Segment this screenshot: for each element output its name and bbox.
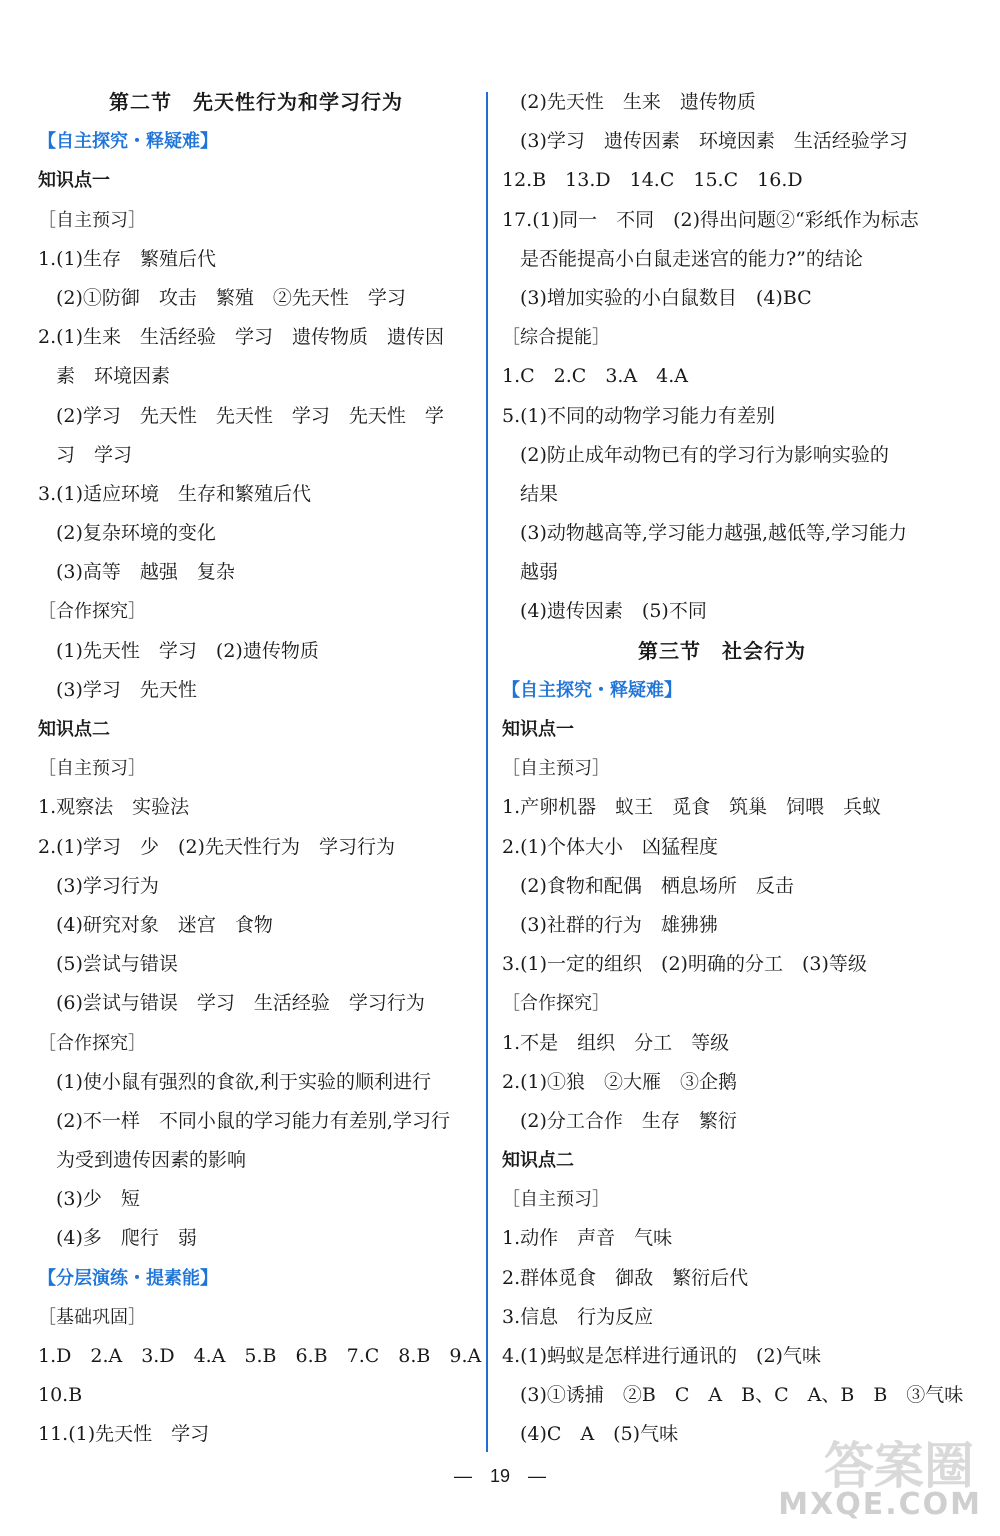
right-line: (2)先天性 生来 遗传物质 [520,91,756,113]
right-line: (3)增加实验的小白鼠数目 (4)BC [520,286,812,309]
right-line: 知识点一 [502,719,574,740]
left-line: 【分层演练・提素能】 [38,1267,218,1289]
right-line: ［综合提能］ [502,327,610,349]
right-line: (3)①诱捕 ②B C A B、C A、B B ③气味 [520,1384,964,1407]
page-number: — 19 — [453,1466,547,1486]
right-line: (4)C A (5)气味 [520,1423,679,1446]
left-line: 3.(1)适应环境 生存和繁殖后代 [38,482,312,505]
right-line: 17.(1)同一 不同 (2)得出问题②“彩纸作为标志 [502,208,919,231]
left-line: 素 环境因素 [56,365,171,388]
right-line: 越弱 [520,561,559,584]
left-line: ［合作探究］ [38,601,146,623]
right-line: (4)遗传因素 (5)不同 [520,600,707,623]
watermark [778,1426,982,1522]
left-line: (2)不一样 不同小鼠的学习能力有差别,学习行 [56,1109,450,1132]
right-line: 2.(1)个体大小 凶猛程度 [502,835,719,858]
right-column [502,83,964,1455]
left-line: 11.(1)先天性 学习 [38,1423,210,1446]
left-line: (4)多 爬行 弱 [56,1227,197,1250]
left-line: (3)高等 越强 复杂 [56,561,235,584]
left-line: ［自主预习］ [38,209,146,231]
left-line: (3)学习 先天性 [56,678,197,701]
right-line: ［自主预习］ [502,758,610,780]
right-line: 知识点二 [502,1150,574,1172]
left-line: 1.D 2.A 3.D 4.A 5.B 6.B 7.C 8.B 9.A [38,1345,482,1367]
watermark-text: MXQE.COM [778,1487,982,1522]
right-line: 4.(1)蚂蚁是怎样进行通讯的 (2)气味 [502,1345,821,1367]
watermark-logo: 答案圈 [824,1437,974,1495]
right-line: 1.C 2.C 3.A 4.A [502,365,689,388]
left-line: (2)学习 先天性 先天性 学习 先天性 学 [56,404,444,427]
right-line: (2)防止成年动物已有的学习行为影响实验的 [520,443,889,466]
left-line: ［合作探究］ [38,1032,146,1054]
left-line: (1)先天性 学习 (2)遗传物质 [56,639,319,662]
right-line: (3)动物越高等,学习能力越强,越低等,学习能力 [520,522,908,545]
left-line: (3)学习行为 [56,874,159,897]
left-line: (2)复杂环境的变化 [56,522,216,545]
right-line: 3.(1)一定的组织 (2)明确的分工 (3)等级 [502,953,867,976]
left-line: (6)尝试与错误 学习 生活经验 学习行为 [56,992,425,1015]
right-line: 3.信息 行为反应 [502,1305,654,1328]
right-line: ［自主预习］ [502,1189,610,1211]
right-line: 1.产卵机器 蚁王 觅食 筑巢 饲喂 兵蚁 [502,796,882,819]
left-line: 第二节 先天性行为和学习行为 [109,90,403,114]
left-line: ［自主预习］ [38,758,146,780]
right-line: (3)社群的行为 雄狒狒 [520,913,718,936]
left-line: 为受到遗传因素的影响 [56,1149,247,1172]
right-line: 1.不是 组织 分工 等级 [502,1031,730,1054]
right-line: (2)食物和配偶 栖息场所 反击 [520,874,794,897]
left-line: 1.观察法 实验法 [38,796,190,819]
left-line: 10.B [38,1384,83,1407]
right-line: 结果 [520,482,559,505]
left-line: (3)少 短 [56,1188,140,1211]
left-line: (1)使小鼠有强烈的食欲,利于实验的顺利进行 [56,1070,431,1093]
right-line: 1.动作 声音 气味 [502,1227,673,1250]
left-line: (5)尝试与错误 [56,953,178,976]
right-line: (2)分工合作 生存 繁衍 [520,1109,737,1132]
right-line: 第三节 社会行为 [638,638,806,663]
right-line: 12.B 13.D 14.C 15.C 16.D [502,169,803,192]
left-line: 2.(1)学习 少 (2)先天性行为 学习行为 [38,835,395,858]
left-line: 习 学习 [56,443,133,466]
left-line: 1.(1)生存 繁殖后代 [38,247,217,270]
left-column [38,83,482,1455]
right-line: (3)学习 遗传因素 环境因素 生活经验学习 [520,130,908,153]
right-line: 2.(1)①狼 ②大雁 ③企鹅 [502,1070,738,1093]
left-line: 知识点二 [38,719,110,740]
right-line: 【自主探究・释疑难】 [502,679,682,701]
column-divider [486,92,488,1452]
right-line: 是否能提高小白鼠走迷宫的能力?”的结论 [520,247,863,270]
right-line: 5.(1)不同的动物学习能力有差别 [502,404,776,427]
right-line: 2.群体觅食 御敌 繁衍后代 [502,1266,749,1289]
left-line: 知识点一 [38,170,110,192]
left-line: (2)①防御 攻击 繁殖 ②先天性 学习 [56,286,406,309]
right-line: ［合作探究］ [502,993,610,1015]
left-line: 【自主探究・释疑难】 [38,131,218,153]
left-line: ［基础巩固］ [38,1306,146,1328]
left-line: (4)研究对象 迷宫 食物 [56,913,273,936]
left-line: 2.(1)生来 生活经验 学习 遗传物质 遗传因 [38,326,445,349]
